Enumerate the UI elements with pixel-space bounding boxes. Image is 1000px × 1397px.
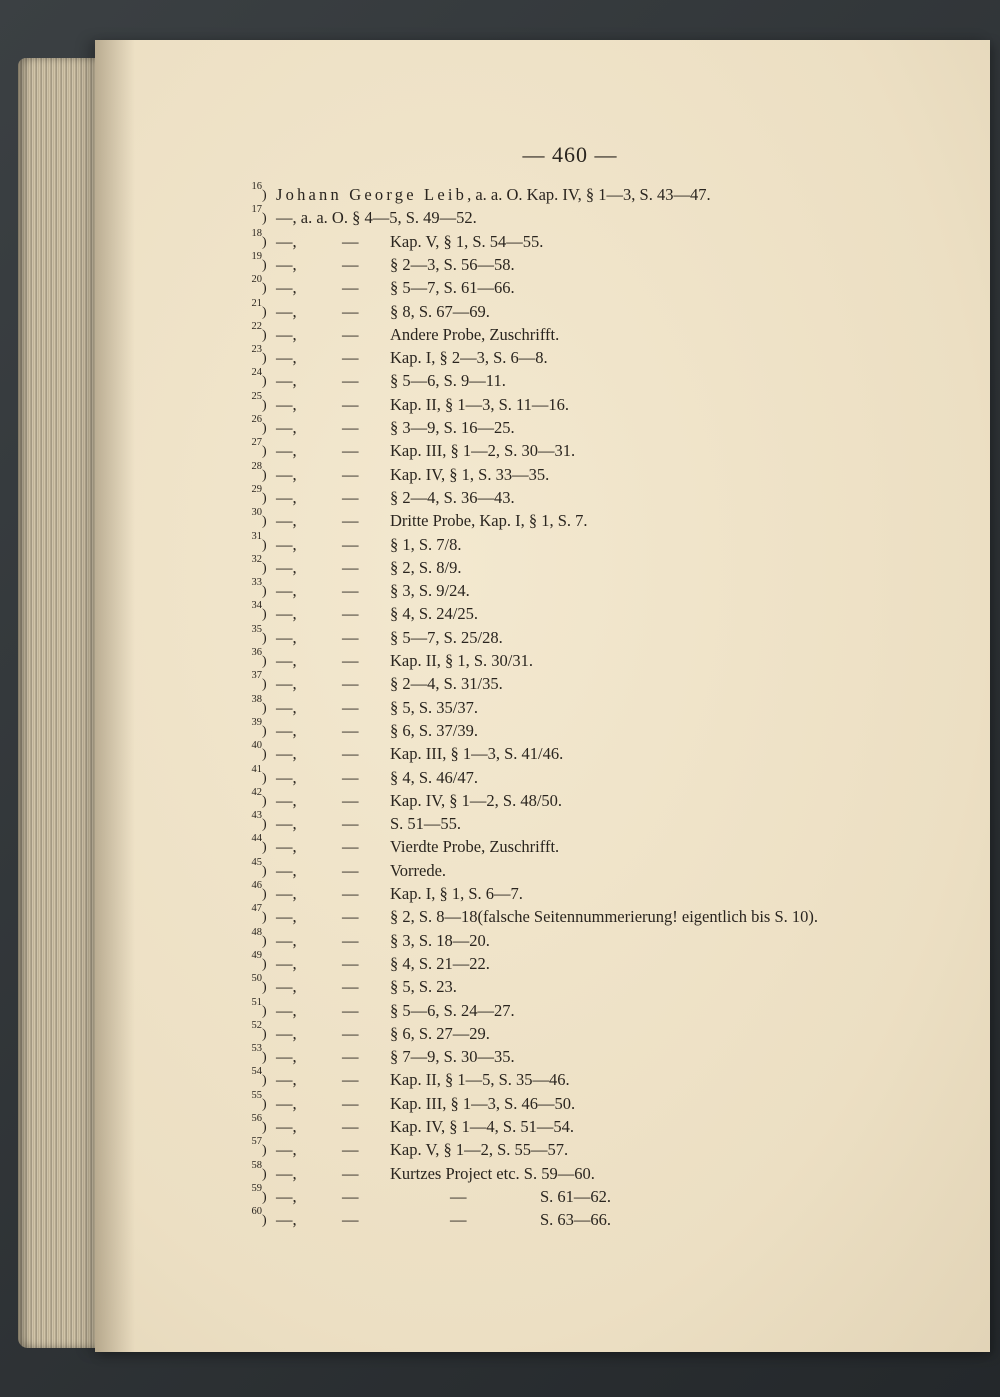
footnote-number: 42 — [251, 786, 262, 798]
ditto-dash: — — [342, 767, 359, 787]
footnote-paren: ) — [262, 863, 267, 879]
footnote-paren: ) — [262, 630, 267, 646]
footnote-text: Kap. III, § 1—2, S. 30—31. — [390, 441, 576, 461]
footnote-paren: ) — [262, 677, 267, 693]
footnote-reference: —, — [276, 1117, 297, 1136]
footnote-reference: —, — [276, 278, 297, 298]
ditto-dash: — — [342, 651, 359, 670]
ditto-dash: — — [342, 254, 359, 274]
footnote-number: 46 — [251, 880, 262, 891]
ditto-dash: — — [342, 534, 359, 554]
footnote-reference: —, — [276, 1093, 297, 1113]
footnote-paren: ) — [262, 770, 267, 786]
footnote-number: 27 — [251, 437, 262, 449]
footnote-paren: ) — [262, 654, 267, 669]
ditto-dash: — — [342, 371, 359, 391]
footnote-text: § 2—3, S. 56—58. — [390, 254, 515, 274]
footnote-reference: —, — [276, 464, 297, 484]
footnote-paren: ) — [262, 1120, 267, 1135]
footnote-number: 58 — [251, 1159, 262, 1171]
footnote-paren: ) — [262, 1166, 267, 1182]
footnote-paren: ) — [262, 700, 267, 716]
ditto-dash: — — [342, 604, 359, 624]
footnote-text: Kap. V, § 1—2, S. 55—57. — [390, 1140, 569, 1160]
footnote-number: 20 — [251, 274, 262, 286]
ditto-dash: — — [342, 860, 359, 880]
footnote-reference: —, — [276, 930, 297, 950]
footnote-number: 59 — [251, 1182, 262, 1194]
footnote-number: 31 — [251, 530, 262, 542]
footnote-paren: ) — [262, 723, 267, 739]
ditto-dash: — — [342, 1186, 359, 1206]
footnote-text: § 5—6, S. 9—11. — [390, 371, 506, 391]
footnote-reference: —, — [276, 487, 297, 507]
footnote-paren: ) — [262, 1096, 267, 1112]
footnote-reference: —, — [276, 441, 297, 461]
footnote-paren: ) — [262, 490, 267, 506]
footnote-text: Kap. II, § 1—3, S. 11—16. — [390, 394, 570, 414]
footnote-text: § 2—4, S. 31/35. — [390, 674, 503, 694]
footnote-reference: Johann George Leib, a. a. O. Kap. IV, § 1—3, S. 43—47. — [276, 185, 711, 204]
footnote-paren: ) — [262, 607, 267, 623]
footnote-number: 24 — [251, 367, 262, 379]
ditto-dash-inner: — — [450, 1186, 467, 1206]
footnote-text: § 8, S. 67—69. — [390, 301, 490, 321]
ditto-dash: — — [342, 930, 359, 950]
footnote-reference: —, — [276, 534, 297, 554]
footnote-text: Kap. I, § 1, S. 6—7. — [390, 884, 523, 903]
footnote-number: 41 — [251, 763, 262, 775]
ditto-dash: — — [342, 278, 359, 298]
footnote-text: § 5—6, S. 24—27. — [390, 1000, 515, 1020]
ditto-dash: — — [342, 720, 359, 740]
footnote-number: 49 — [251, 949, 262, 961]
footnote-number: 30 — [251, 507, 262, 519]
footnote-text: S. 51—55. — [390, 814, 462, 834]
footnote-paren: ) — [262, 980, 267, 996]
footnote-reference: —, — [276, 837, 297, 857]
footnote-number: 39 — [251, 716, 262, 728]
footnote-paren: ) — [262, 537, 267, 553]
footnote-number: 60 — [251, 1206, 262, 1218]
footnote-text: § 5—7, S. 61—66. — [390, 278, 515, 298]
footnote-number: 23 — [251, 344, 262, 356]
footnote-reference: —, — [276, 1047, 297, 1067]
footnote-number: 28 — [251, 460, 262, 472]
ditto-dash: — — [342, 581, 359, 601]
footnote-text: Kap. II, § 1—5, S. 35—46. — [390, 1070, 570, 1090]
footnote-paren: ) — [262, 514, 267, 530]
ditto-dash: — — [342, 884, 359, 903]
ditto-dash: — — [342, 627, 359, 647]
footnote-paren: ) — [262, 887, 267, 902]
footnote-text: Kap. I, § 2—3, S. 6—8. — [390, 348, 548, 368]
footnote-reference: —, — [276, 581, 297, 601]
footnote-text: Kap. II, § 1, S. 30/31. — [390, 651, 533, 670]
footnote-number: 34 — [251, 600, 262, 612]
footnote-text: S. 63—66. — [540, 1210, 612, 1230]
ditto-dash: — — [342, 697, 359, 717]
ditto-dash-inner: — — [450, 1210, 467, 1230]
footnote-paren: ) — [262, 584, 267, 600]
footnote-reference: —, — [276, 371, 297, 391]
footnote-paren: ) — [262, 1026, 267, 1042]
footnote-number: 38 — [251, 693, 262, 705]
footnote-text: § 5, S. 23. — [390, 977, 457, 997]
footnote-number: 29 — [251, 483, 262, 495]
ditto-dash: — — [342, 744, 359, 764]
footnote-reference: —, — [276, 1140, 297, 1160]
footnote-number: 47 — [251, 903, 262, 915]
footnote-paren: ) — [262, 234, 267, 250]
gutter-shadow — [95, 40, 135, 1352]
footnote-reference: —, — [276, 651, 297, 670]
ditto-dash: — — [342, 907, 359, 927]
footnote-text: § 3, S. 18—20. — [390, 930, 490, 950]
footnote-number: 54 — [251, 1066, 262, 1078]
footnote-paren: ) — [262, 351, 267, 367]
ditto-dash: — — [342, 487, 359, 507]
footnote-text: Andere Probe, Zuschrifft. — [390, 324, 560, 344]
ditto-dash: — — [342, 1163, 359, 1183]
footnote-number: 33 — [251, 577, 262, 589]
footnote-paren: ) — [262, 211, 267, 227]
footnote-reference: —, — [276, 301, 297, 321]
ditto-dash: — — [342, 977, 359, 997]
ditto-dash: — — [342, 511, 359, 531]
footnote-reference: —, — [276, 1163, 297, 1183]
ditto-dash: — — [342, 301, 359, 321]
ditto-dash: — — [342, 348, 359, 368]
footnote-reference: —, — [276, 1023, 297, 1043]
ditto-dash: — — [342, 1047, 359, 1067]
footnote-reference: —, — [276, 767, 297, 787]
footnote-paren: ) — [262, 374, 267, 390]
ditto-dash: — — [342, 1140, 359, 1160]
footnote-reference: —, — [276, 418, 297, 437]
footnote-text: § 5—7, S. 25/28. — [390, 627, 503, 647]
footnote-paren: ) — [262, 397, 267, 413]
footnote-text: § 6, S. 27—29. — [390, 1023, 490, 1043]
footnote-reference: —, — [276, 324, 297, 344]
ditto-dash: — — [342, 324, 359, 344]
footnote-text: Kap. IV, § 1, S. 33—35. — [390, 464, 550, 484]
footnote-paren: ) — [262, 1050, 267, 1066]
footnote-reference: —, — [276, 977, 297, 997]
footnote-number: 52 — [251, 1019, 262, 1031]
ditto-dash: — — [342, 557, 359, 577]
footnote-reference: —, — [276, 627, 297, 647]
ditto-dash: — — [342, 231, 359, 251]
ditto-dash: — — [342, 1023, 359, 1043]
footnote-text: § 4, S. 24/25. — [390, 604, 479, 624]
footnote-text: Kap. IV, § 1—4, S. 51—54. — [390, 1117, 574, 1136]
footnote-number: 22 — [251, 320, 262, 332]
footnote-text: Kap. IV, § 1—2, S. 48/50. — [390, 790, 563, 810]
footnote-number: 40 — [251, 740, 262, 752]
footnote-number: 55 — [251, 1089, 262, 1101]
footnote-number: 18 — [251, 227, 262, 239]
footnote-reference: —, — [276, 557, 297, 577]
page-number: — 460 — — [522, 142, 618, 167]
footnote-text: Dritte Probe, Kap. I, § 1, S. 7. — [390, 511, 588, 531]
footnote-text: Vorrede. — [390, 860, 447, 880]
footnote-reference: —, — [276, 860, 297, 880]
footnote-text: § 1, S. 7/8. — [390, 534, 462, 554]
footnote-text: § 5, S. 35/37. — [390, 697, 479, 717]
footnote-paren: ) — [262, 1213, 267, 1229]
footnote-number: 53 — [251, 1043, 262, 1055]
footnote-reference: —, — [276, 697, 297, 717]
footnote-paren: ) — [262, 933, 267, 949]
footnote-number: 57 — [251, 1136, 262, 1148]
footnote-paren: ) — [262, 910, 267, 926]
footnote-reference: —, — [276, 254, 297, 274]
footnote-number: 50 — [251, 973, 262, 985]
footnote-paren: ) — [262, 793, 267, 809]
footnote-text: § 7—9, S. 30—35. — [390, 1047, 515, 1067]
footnote-paren: ) — [262, 747, 267, 763]
footnote-paren: ) — [262, 304, 267, 320]
footnote-reference: —, — [276, 907, 297, 927]
footnote-number: 19 — [251, 250, 262, 262]
footnote-number: 32 — [251, 553, 262, 565]
footnote-paren: ) — [262, 817, 267, 833]
footnote-text: § 6, S. 37/39. — [390, 720, 479, 740]
footnote-text: § 4, S. 21—22. — [390, 953, 490, 973]
footnote-paren: ) — [262, 281, 267, 297]
footnote-paren: ) — [262, 257, 267, 273]
footnote-paren: ) — [262, 188, 267, 203]
footnote-text: Kap. V, § 1, S. 54—55. — [390, 231, 544, 251]
footnote-text: Kap. III, § 1—3, S. 41/46. — [390, 744, 564, 764]
ditto-dash: — — [342, 790, 359, 810]
footnote-reference: —, — [276, 953, 297, 973]
footnote-number: 35 — [251, 623, 262, 635]
footnote-text: § 4, S. 46/47. — [390, 767, 479, 787]
ditto-dash: — — [342, 464, 359, 484]
footnote-number: 51 — [251, 996, 262, 1008]
footnote-number: 17 — [251, 204, 262, 216]
footnote-number: 48 — [251, 926, 262, 938]
footnote-paren: ) — [262, 444, 267, 460]
footnote-text: § 2—4, S. 36—43. — [390, 487, 515, 507]
footnote-text: § 2, S. 8/9. — [390, 557, 462, 577]
ditto-dash: — — [342, 953, 359, 973]
footnote-number: 25 — [251, 390, 262, 402]
footnote-paren: ) — [262, 327, 267, 343]
footnote-text: § 2, S. 8—18(falsche Seitennummerierung! eigentlich bis S. 10). — [390, 907, 819, 927]
footnote-text: Kap. III, § 1—3, S. 46—50. — [390, 1093, 576, 1113]
footnote-number: 21 — [251, 297, 262, 309]
footnote-reference: —, — [276, 348, 297, 368]
footnote-reference: —, — [276, 720, 297, 740]
footnote-reference: —, — [276, 231, 297, 251]
footnote-paren: ) — [262, 467, 267, 483]
footnote-paren: ) — [262, 421, 267, 436]
ditto-dash: — — [342, 418, 359, 437]
footnote-number: 44 — [251, 833, 262, 845]
ditto-dash: — — [342, 1117, 359, 1136]
footnote-reference: —, — [276, 814, 297, 834]
footnote-number: 43 — [251, 810, 262, 822]
footnote-text: S. 61—62. — [540, 1186, 612, 1206]
footnote-reference: —, — [276, 1070, 297, 1090]
ditto-dash: — — [342, 1093, 359, 1113]
footnote-text: § 3—9, S. 16—25. — [390, 418, 515, 437]
footnote-number: 45 — [251, 856, 262, 868]
footnote-text: Vierdte Probe, Zuschrifft. — [390, 837, 560, 857]
footnote-number: 36 — [251, 647, 262, 658]
ditto-dash: — — [342, 394, 359, 414]
footnote-reference: —, — [276, 604, 297, 624]
footnote-paren: ) — [262, 1003, 267, 1019]
footnote-reference: —, — [276, 674, 297, 694]
footnote-reference: —, — [276, 1186, 297, 1206]
footnote-text: Kurtzes Project etc. S. 59—60. — [390, 1163, 595, 1183]
ditto-dash: — — [342, 1000, 359, 1020]
footnote-reference: —, — [276, 394, 297, 414]
footnote-reference: —, — [276, 744, 297, 764]
footnote-number: 37 — [251, 670, 262, 682]
ditto-dash: — — [342, 1070, 359, 1090]
footnote-text: § 3, S. 9/24. — [390, 581, 470, 601]
ditto-dash: — — [342, 674, 359, 694]
ditto-dash: — — [342, 441, 359, 461]
footnote-number: 26 — [251, 414, 262, 425]
footnote-paren: ) — [262, 560, 267, 576]
footnote-number: 16 — [251, 181, 262, 192]
footnote-paren: ) — [262, 840, 267, 856]
footnote-reference: —, — [276, 511, 297, 531]
footnote-paren: ) — [262, 1143, 267, 1159]
ditto-dash: — — [342, 1210, 359, 1230]
footnote-paren: ) — [262, 956, 267, 972]
footnote-reference: —, — [276, 1000, 297, 1020]
footnote-reference: —, — [276, 1210, 297, 1230]
footnote-reference: —, — [276, 790, 297, 810]
footnote-reference: —, a. a. O. § 4—5, S. 49—52. — [276, 208, 477, 228]
ditto-dash: — — [342, 814, 359, 834]
footnote-paren: ) — [262, 1189, 267, 1205]
footnote-number: 56 — [251, 1113, 262, 1124]
footnote-paren: ) — [262, 1073, 267, 1089]
footnote-reference: —, — [276, 884, 297, 903]
ditto-dash: — — [342, 837, 359, 857]
